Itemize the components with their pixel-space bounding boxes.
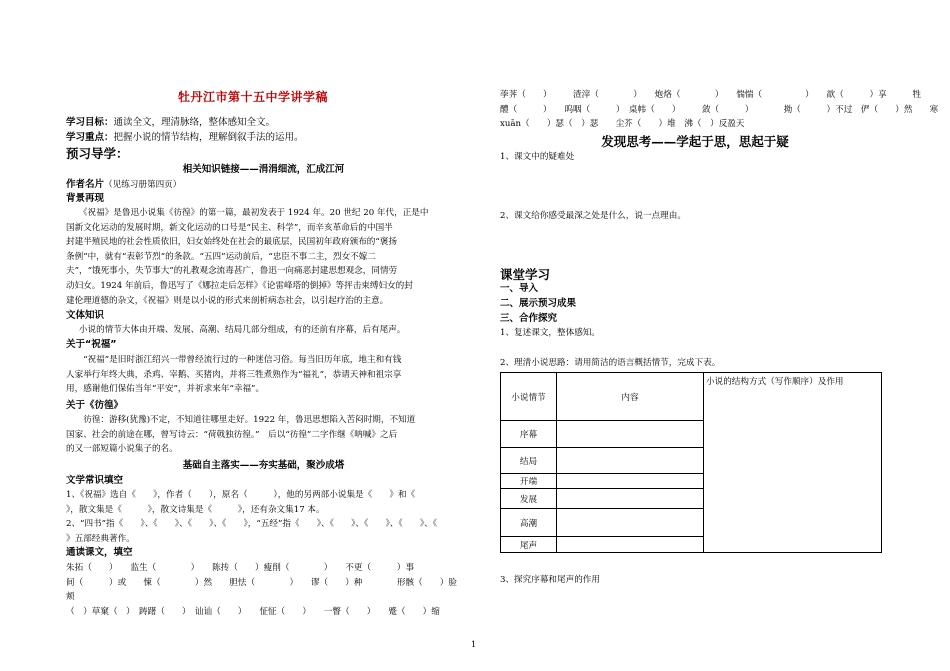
step-showcase: 二、展示预习成果 <box>500 298 577 309</box>
zhufu-line: “祝福”是旧时浙江绍兴一带曾经流行过的一种迷信习俗。每当旧历年底，地主和有钱 <box>83 355 402 365</box>
background-heading: 背景再现 <box>66 193 105 204</box>
plot-cell: 高潮 <box>501 509 557 537</box>
zhufu-line: 人家举行年终大典，杀鸡、宰鹅、买猪肉，并将三牲煮熟作为“福礼”，恭请天神和祖宗享 <box>66 369 402 380</box>
table-header-plot: 小说情节 <box>501 373 557 421</box>
read-line: xuān（ ）瑟（ ）瑟 尘芥（ ）堆 沸（ ）反盈天 <box>500 119 745 130</box>
background-line: 条例”中，就有“表彰节烈”的条款。“五四”运动前后，“忠臣不事二主，烈女不嫁二 <box>66 251 376 262</box>
question-1: 1、课文中的疑难处 <box>500 152 575 162</box>
plot-cell: 结局 <box>501 448 557 474</box>
content-cell[interactable] <box>557 448 704 474</box>
plot-cell: 开端 <box>501 474 557 489</box>
author-note: （见练习册第四页） <box>104 180 182 190</box>
panghuang-line: 彷徨：游移(犹豫)不定，不知道往哪里走好。1922 年，鲁迅思想陷入苦闷时期，不知道 <box>83 415 416 425</box>
read-line: 朱拓（ ） 监生（ ） 陈抟（ ）瘦削（ ） 不更（ ）事 <box>66 563 415 573</box>
learning-goal <box>66 116 461 130</box>
basic-heading: 基础自主落实——夯实基础，聚沙成塔 <box>182 460 345 471</box>
zhufu-line: 用，感谢他们保佑当年“平安”，并祈求来年“幸福”。 <box>66 384 265 395</box>
task-2: 2、理清小说思路：请用简洁的语言概括情节，完成下表。 <box>500 358 721 368</box>
literary-line: 1、《祝福》选自《 》，作者（ ），原名（ ），他的另两部小说集是《 》和《 <box>66 490 416 500</box>
task-1: 1、复述课文，整体感知。 <box>500 328 600 338</box>
background-line: 国新文化运动的发展时期，新文化运动的口号是“民主、科学”，而辛亥革命后的中国半 <box>66 222 393 233</box>
zhufu-paragraph <box>66 353 461 397</box>
step-intro: 一、导入 <box>500 283 539 294</box>
table-header-structure: 小说的结构方式（写作顺序）及作用 <box>704 373 882 553</box>
background-line: 封建半殖民地的社会性质依旧，妇女始终处在社会的最底层，民国初年政府颁布的“褒扬 <box>66 237 397 248</box>
literary-fill-blanks <box>66 488 461 546</box>
focus-text: 把握小说的情节结构，理解倒叙手法的运用。 <box>113 132 304 143</box>
plot-cell: 发展 <box>501 489 557 509</box>
zhufu-heading: 关于“祝福” <box>66 339 117 350</box>
content-cell[interactable] <box>557 509 704 537</box>
panghuang-line: 国家、社会的前途在哪，曾写诗云：“荷戟独彷徨。” 后以“彷徨”二字作继《呐喊》之后 <box>66 429 398 440</box>
background-line: 建伦理道德的杂文，《祝福》则是以小说的形式来剖析病态社会，以引起疗治的主意。 <box>66 295 389 306</box>
focus-label: 学习重点： <box>66 132 114 143</box>
read-line: 间（ ）或 悚（ ）然 胆怯（ ） 谬（ ）种 形骸（ ）脸颊 <box>66 577 458 603</box>
table-header-content: 内容 <box>557 373 704 421</box>
panghuang-line: 的又一部短篇小说集子的名。 <box>66 444 178 455</box>
literary-heading: 文学常识填空 <box>66 475 124 486</box>
step-explore: 三、合作探究 <box>500 313 558 324</box>
plot-cell: 尾声 <box>501 537 557 553</box>
content-cell[interactable] <box>557 489 704 509</box>
preview-heading: 预习导学： <box>66 146 129 161</box>
read-line: 醴（ ） 呜咽（ ） 桌帏（ ） 敛（ ） 拗（ ）不过 俨（ ）然 寒 <box>500 104 939 115</box>
background-line: 《祝福》是鲁迅小说集《彷徨》的第一篇，最初发表于 1924 年。20 世纪 20 年代，正是中 <box>78 208 429 218</box>
plot-table <box>500 372 882 553</box>
content-cell[interactable] <box>557 474 704 489</box>
read-fill-blanks-cont <box>500 88 939 132</box>
read-line: （ ）草窠（ ） 踌躇（ ） 讪讪（ ） 怔怔（ ） 一瞥（ ） 蹙（ ）缩 <box>66 606 440 617</box>
literary-line: 2、“四书”指《 》、《 》、《 》、《 》，“五经”指《 》、《 》、《 》、《 》、《 <box>66 519 438 530</box>
page-title: 牡丹江市第十五中学讲学稿 <box>178 90 329 104</box>
task-3: 3、探究序幕和尾声的作用 <box>500 575 600 585</box>
background-line: 动妇女。1924 年前后，鲁迅写了《娜拉走后怎样》《论雷峰塔的倒掉》等抨击束缚妇女的封 <box>66 280 413 291</box>
class-heading: 课堂学习 <box>500 267 551 282</box>
style-heading: 文体知识 <box>66 310 105 321</box>
read-line: 荸荠（ ） 渣滓（ ） 炮烙（ ） 惴惴（ ） 歆（ ）享 牲 <box>500 90 922 100</box>
background-paragraph <box>66 206 461 308</box>
page-number: 1 <box>471 640 477 649</box>
background-line: 夫”，“饿死事小，失节事大”的礼教观念流毒甚广，鲁迅一向痛恶封建思想观念，同情劳 <box>66 266 398 277</box>
literary-line: 》，散文集是《 》，散文诗集是《 》，还有杂文集17 本。 <box>66 504 325 515</box>
panghuang-paragraph <box>66 413 461 457</box>
read-fill-blanks <box>66 561 461 619</box>
author-card <box>66 178 461 192</box>
plot-cell: 序幕 <box>501 421 557 448</box>
author-label: 作者名片 <box>66 179 105 190</box>
literary-line: 》五部经典著作。 <box>66 533 135 544</box>
goal-label: 学习目标： <box>66 117 114 128</box>
knowledge-link-heading: 相关知识链接——涓涓细流，汇成江河 <box>182 164 345 175</box>
question-2: 2、课文给你感受最深之处是什么，说一点理由。 <box>500 211 686 221</box>
content-cell[interactable] <box>557 537 704 553</box>
read-heading: 通读课文，填空 <box>66 547 133 558</box>
panghuang-heading: 关于《彷徨》 <box>66 400 124 411</box>
goal-text: 通读全文，理清脉络，整体感知全文。 <box>113 117 276 128</box>
style-text: 小说的情节大体由开端、发展、高潮、结局几部分组成，有的还前有序幕，后有尾声。 <box>78 325 406 335</box>
learning-focus <box>66 131 461 145</box>
discover-heading: 发现思考——学起于思，思起于疑 <box>601 134 789 149</box>
content-cell[interactable] <box>557 421 704 448</box>
